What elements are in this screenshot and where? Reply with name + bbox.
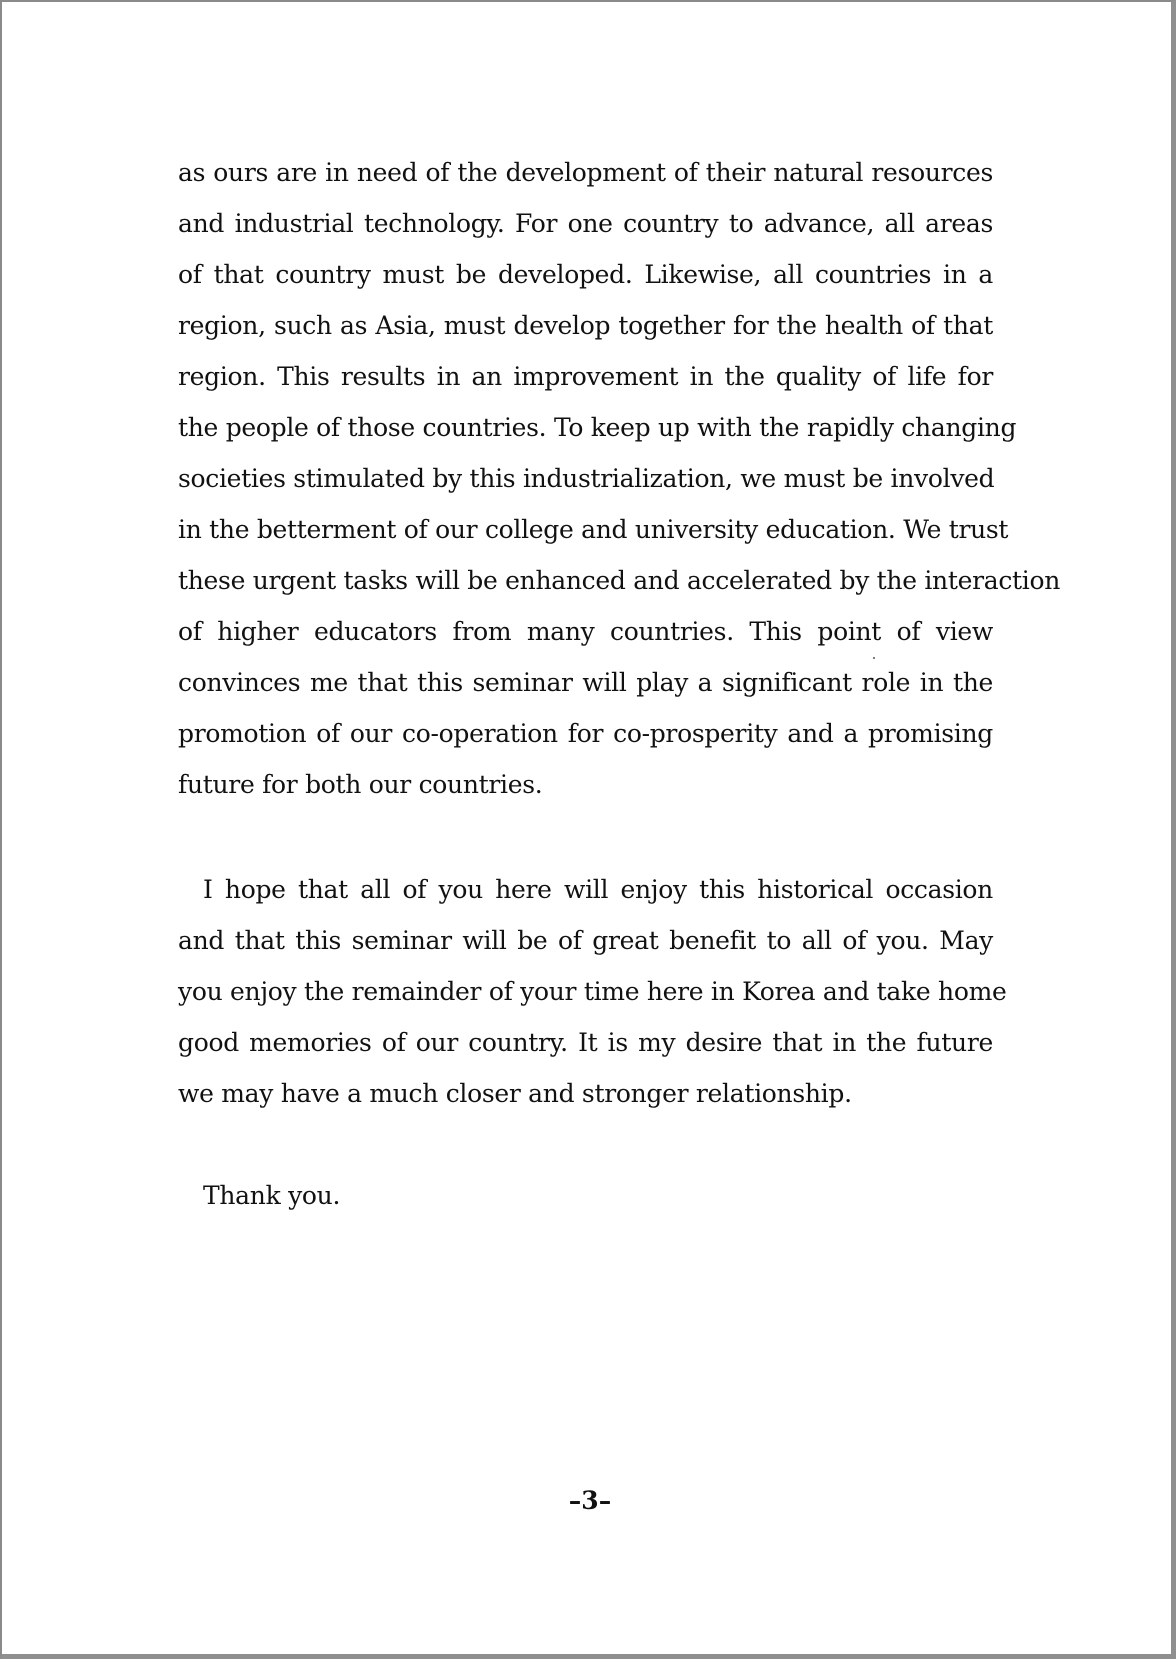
text-line: and that this seminar will be of great benefit to all of you. May [178,926,993,955]
closing-line: Thank you. [203,1181,341,1210]
body-paragraph [178,864,1007,1119]
text-line: I hope that all of you here will enjoy this historical occasion [203,875,993,904]
closing-paragraph [178,1170,993,1221]
text-line: future for both our countries. [178,770,543,799]
text-line: and industrial technology. For one country to advance, all areas [178,209,993,238]
text-line: region. This results in an improvement in the quality of life for [178,362,993,391]
text-line: the people of those countries. To keep up with the rapidly changing [178,413,1017,442]
text-line: good memories of our country. It is my desire that in the future [178,1028,993,1057]
text-line: of higher educators from many countries. This point of view [178,617,993,646]
text-line: you enjoy the remainder of your time here in Korea and take home [178,977,1007,1006]
page-number: –3– [568,1486,612,1515]
text-line: these urgent tasks will be enhanced and accelerated by the interaction [178,566,1061,595]
text-line: we may have a much closer and stronger relationship. [178,1079,852,1108]
text-line: of that country must be developed. Likewise, all countries in a [178,260,993,289]
scan-speck [873,657,875,659]
text-line: region, such as Asia, must develop together for the health of that [178,311,993,340]
text-line: promotion of our co-operation for co-prosperity and a promising [178,719,993,748]
text-line: as ours are in need of the development of their natural resources [178,158,993,187]
body-paragraph [178,147,1061,810]
text-line: societies stimulated by this industrialization, we must be involved [178,464,995,493]
text-line: in the betterment of our college and university education. We trust [178,515,1009,544]
text-line: convinces me that this seminar will play a significant role in the [178,668,993,697]
